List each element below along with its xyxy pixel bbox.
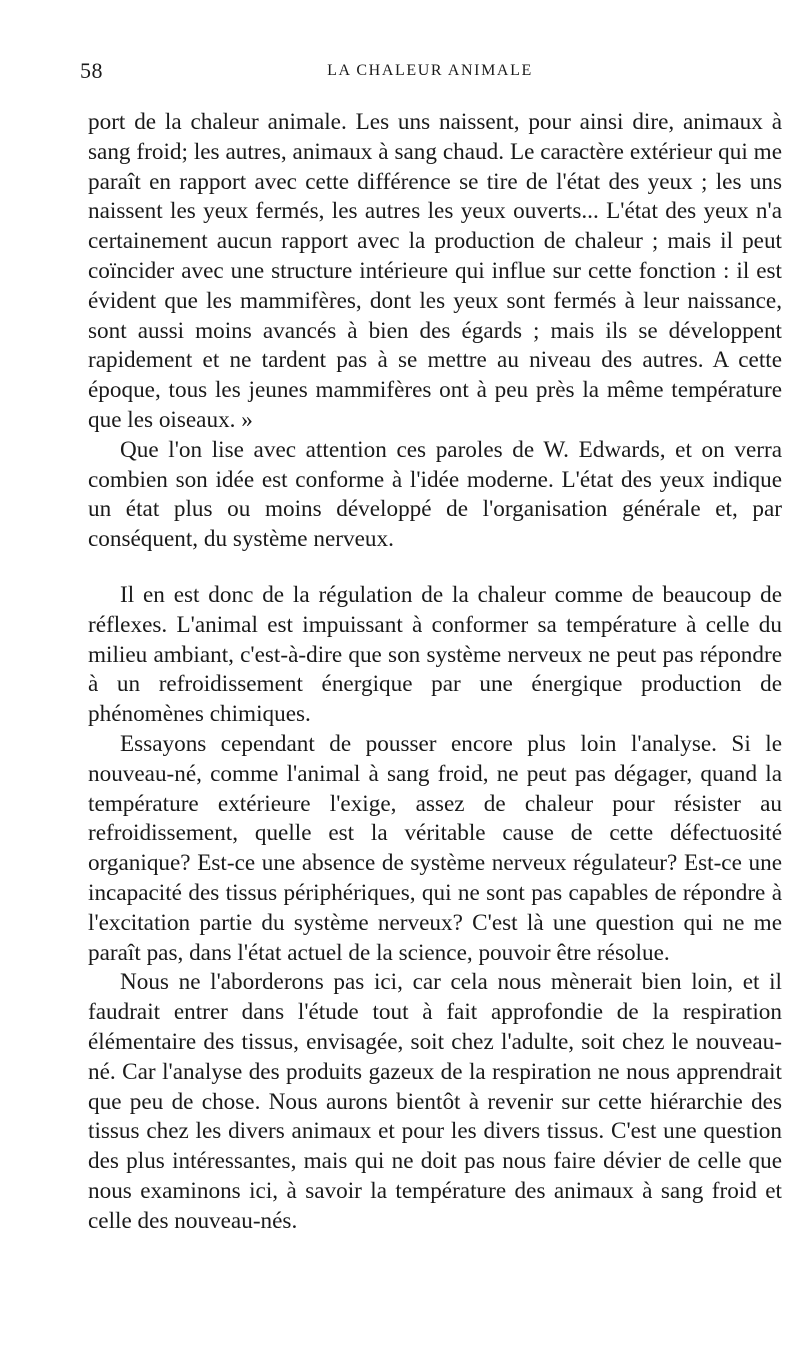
- paragraph: Il en est donc de la régulation de la chaleur comme de beaucoup de réflexes. L'animal est impuissant à conformer sa température à celle du milieu ambiant, c'est-à-dire que son système nerveux ne peut pas répondre à un refroidissement énergique par une énergique production de phénomènes chimiques.: [88, 581, 782, 728]
- page-header: [80, 58, 780, 86]
- paragraph: port de la chaleur animale. Les uns naissent, pour ainsi dire, animaux à sang froid; les autres, animaux à sang chaud. Le caractère extérieur qui me paraît en rapport avec cette différence se tire de l'état des yeux ; les uns naissent les yeux fermés, les autres les yeux ouverts... L'état des yeux n'a certainement aucun rapport avec la production de chaleur ; mais il peut coïncider avec une structure intérieure qui influe sur cette fonction : il est évident que les mammifères, dont les yeux sont fermés à leur naissance, sont aussi moins avancés à bien des égards ; mais ils se développent rapidement et ne tardent pas à se mettre au niveau des autres. A cette époque, tous les jeunes mammifères ont à peu près la même température que les oiseaux. »: [88, 109, 782, 433]
- running-title: LA CHALEUR ANIMALE: [327, 62, 533, 79]
- paragraph: Essayons cependant de pousser encore plus loin l'analyse. Si le nouveau-né, comme l'animal à sang froid, ne peut pas dégager, quand la température extérieure l'exige, assez de chaleur pour résister au refroidissement, quelle est la véritable cause de cette défectuosité organique? Est-ce une absence de système nerveux régulateur? Est-ce une incapacité des tissus périphériques, qui ne sont pas capables de répondre à l'excitation partie du système nerveux? C'est là une question qui ne me paraît pas, dans l'état actuel de la science, pouvoir être résolue.: [88, 730, 782, 966]
- page-number: 58: [80, 58, 103, 83]
- body-text: [88, 108, 782, 1236]
- paragraph: Nous ne l'aborderons pas ici, car cela nous mènerait bien loin, et il faudrait entrer dans l'étude tout à fait approfondie de la respiration élémentaire des tissus, envisagée, soit chez l'adulte, soit chez le nouveau-né. Car l'analyse des produits gazeux de la respiration ne nous apprendrait que peu de chose. Nous aurons bientôt à revenir sur cette hiérarchie des tissus chez les divers animaux et pour les divers tissus. C'est une question des plus intéressantes, mais qui ne doit pas nous faire dévier de celle que nous examinons ici, à savoir la température des animaux à sang froid et celle des nouveau-nés.: [88, 969, 782, 1234]
- paragraph: Que l'on lise avec attention ces paroles de W. Edwards, et on verra combien son idée est conforme à l'idée moderne. L'état des yeux indique un état plus ou moins développé de l'organisation générale et, par conséquent, du système nerveux.: [88, 436, 782, 553]
